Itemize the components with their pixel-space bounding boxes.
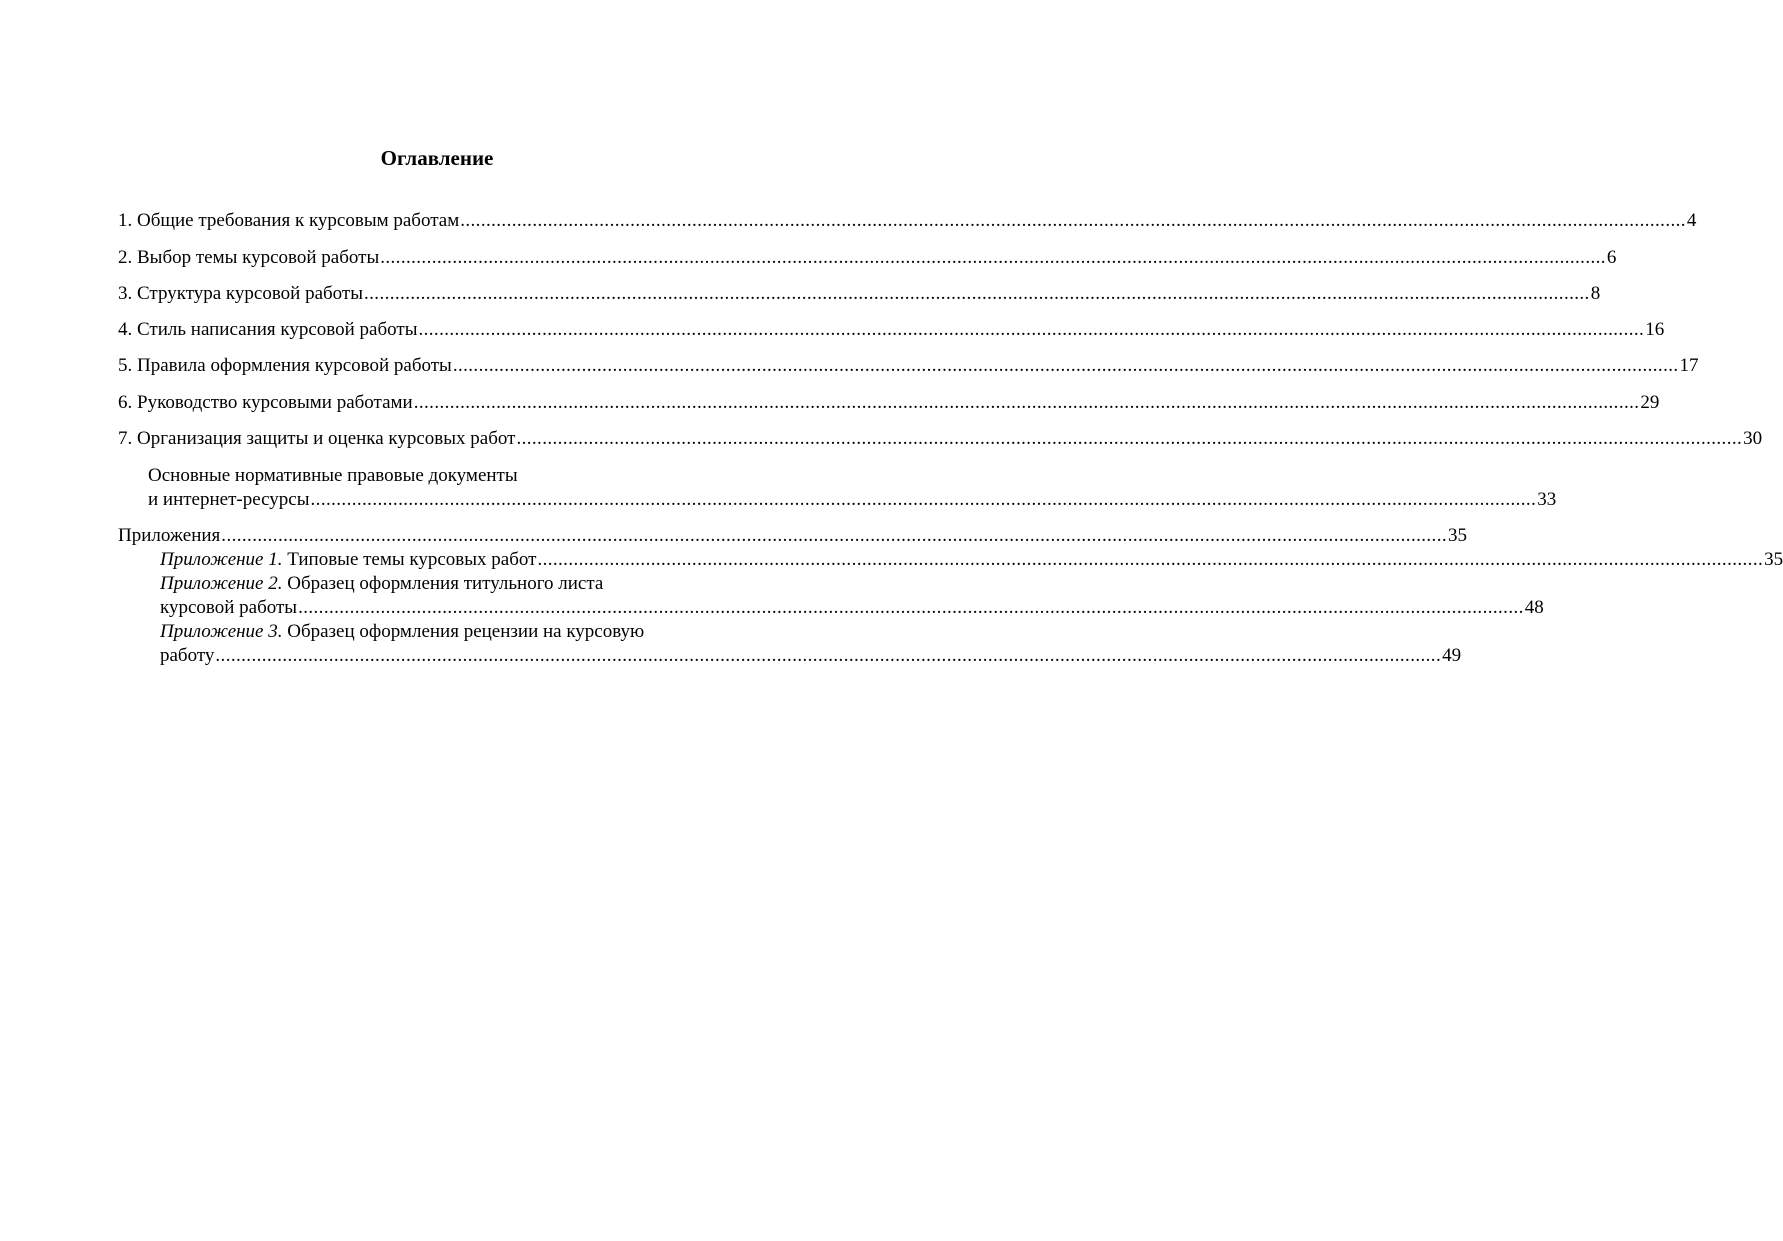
toc-entry-2[interactable]: [118, 246, 1617, 270]
toc-appendix-3-line1[interactable]: [160, 620, 720, 644]
toc-entry-4[interactable]: [118, 318, 1665, 342]
appendix-title: Типовые темы курсовых работ: [282, 549, 537, 570]
toc-page-number: 35: [1764, 549, 1783, 570]
toc-appendices[interactable]: [118, 524, 1467, 548]
dot-leader: ..............................................................................................................................................................................................................................................: [418, 319, 1645, 340]
appendix-title: Образец оформления титульного листа: [282, 573, 604, 594]
toc-documents-line1[interactable]: Основные нормативные правовые документы: [148, 465, 518, 486]
toc-entry-label: 3. Структура курсовой работы: [118, 283, 363, 304]
dot-leader: ..............................................................................................................................................................................................................................................: [380, 247, 1606, 268]
appendix-title-cont: работу: [160, 645, 215, 666]
toc-entry-label: 7. Организация защиты и оценка курсовых работ: [118, 428, 516, 449]
toc-entry-6[interactable]: [118, 391, 1660, 415]
toc-entry-7[interactable]: [118, 427, 1763, 451]
toc-appendix-2[interactable]: [160, 596, 1544, 620]
appendix-prefix: Приложение 3.: [160, 621, 283, 642]
appendix-prefix: Приложение 2.: [160, 573, 283, 594]
toc-page-number: 6: [1606, 247, 1617, 268]
toc-entry-label: 2. Выбор темы курсовой работы: [118, 247, 380, 268]
toc-page-number: 49: [1442, 645, 1462, 666]
appendix-prefix: Приложение 1.: [160, 549, 283, 570]
dot-leader: ..............................................................................................................................................................................................................................................: [215, 645, 1442, 666]
dot-leader: ..............................................................................................................................................................................................................................................: [460, 210, 1686, 231]
dot-leader: ..............................................................................................................................................................................................................................................: [364, 283, 1590, 304]
toc-entry-label: 5. Правила оформления курсовой работы: [118, 355, 452, 376]
toc-page-number: 17: [1679, 355, 1699, 376]
toc-entry-label: 6. Руководство курсовыми работами: [118, 392, 413, 413]
toc-entry-3[interactable]: [118, 282, 1601, 306]
toc-entry-1[interactable]: [118, 209, 1697, 233]
toc-page-number: 30: [1743, 428, 1763, 449]
dot-leader: ..............................................................................................................................................................................................................................................: [413, 392, 1640, 413]
toc-documents-entry[interactable]: [148, 488, 1557, 512]
appendix-title: Образец оформления рецензии на курсовую: [282, 621, 645, 642]
dot-leader: ..............................................................................................................................................................................................................................................: [298, 597, 1524, 618]
dot-leader: ..............................................................................................................................................................................................................................................: [516, 428, 1743, 449]
toc-page-number: 29: [1640, 392, 1660, 413]
toc-appendix-2-line1[interactable]: [160, 572, 660, 596]
dot-leader: ..............................................................................................................................................................................................................................................: [310, 489, 1537, 510]
dot-leader: ..............................................................................................................................................................................................................................................: [221, 525, 1447, 546]
toc-appendix-1[interactable]: [160, 548, 1783, 572]
toc-entry-label: 1. Общие требования к курсовым работам: [118, 210, 460, 231]
dot-leader: ..............................................................................................................................................................................................................................................: [537, 549, 1764, 570]
toc-page-number: 8: [1590, 283, 1601, 304]
toc-appendix-3[interactable]: [160, 644, 1462, 668]
toc-entry-5[interactable]: [118, 354, 1699, 378]
toc-entry-label: и интернет-ресурсы: [148, 489, 310, 510]
page-title: Оглавление: [380, 146, 494, 170]
toc-page-number: 48: [1524, 597, 1544, 618]
toc-page-number: 35: [1448, 525, 1467, 546]
dot-leader: ..............................................................................................................................................................................................................................................: [452, 355, 1679, 376]
toc-page-number: 33: [1537, 489, 1557, 510]
toc-page-number: 16: [1645, 319, 1665, 340]
toc-entry-label: Приложения: [118, 525, 221, 546]
toc-entry-label: 4. Стиль написания курсовой работы: [118, 319, 418, 340]
appendix-title-cont: курсовой работы: [160, 597, 298, 618]
toc-page-number: 4: [1686, 210, 1697, 231]
